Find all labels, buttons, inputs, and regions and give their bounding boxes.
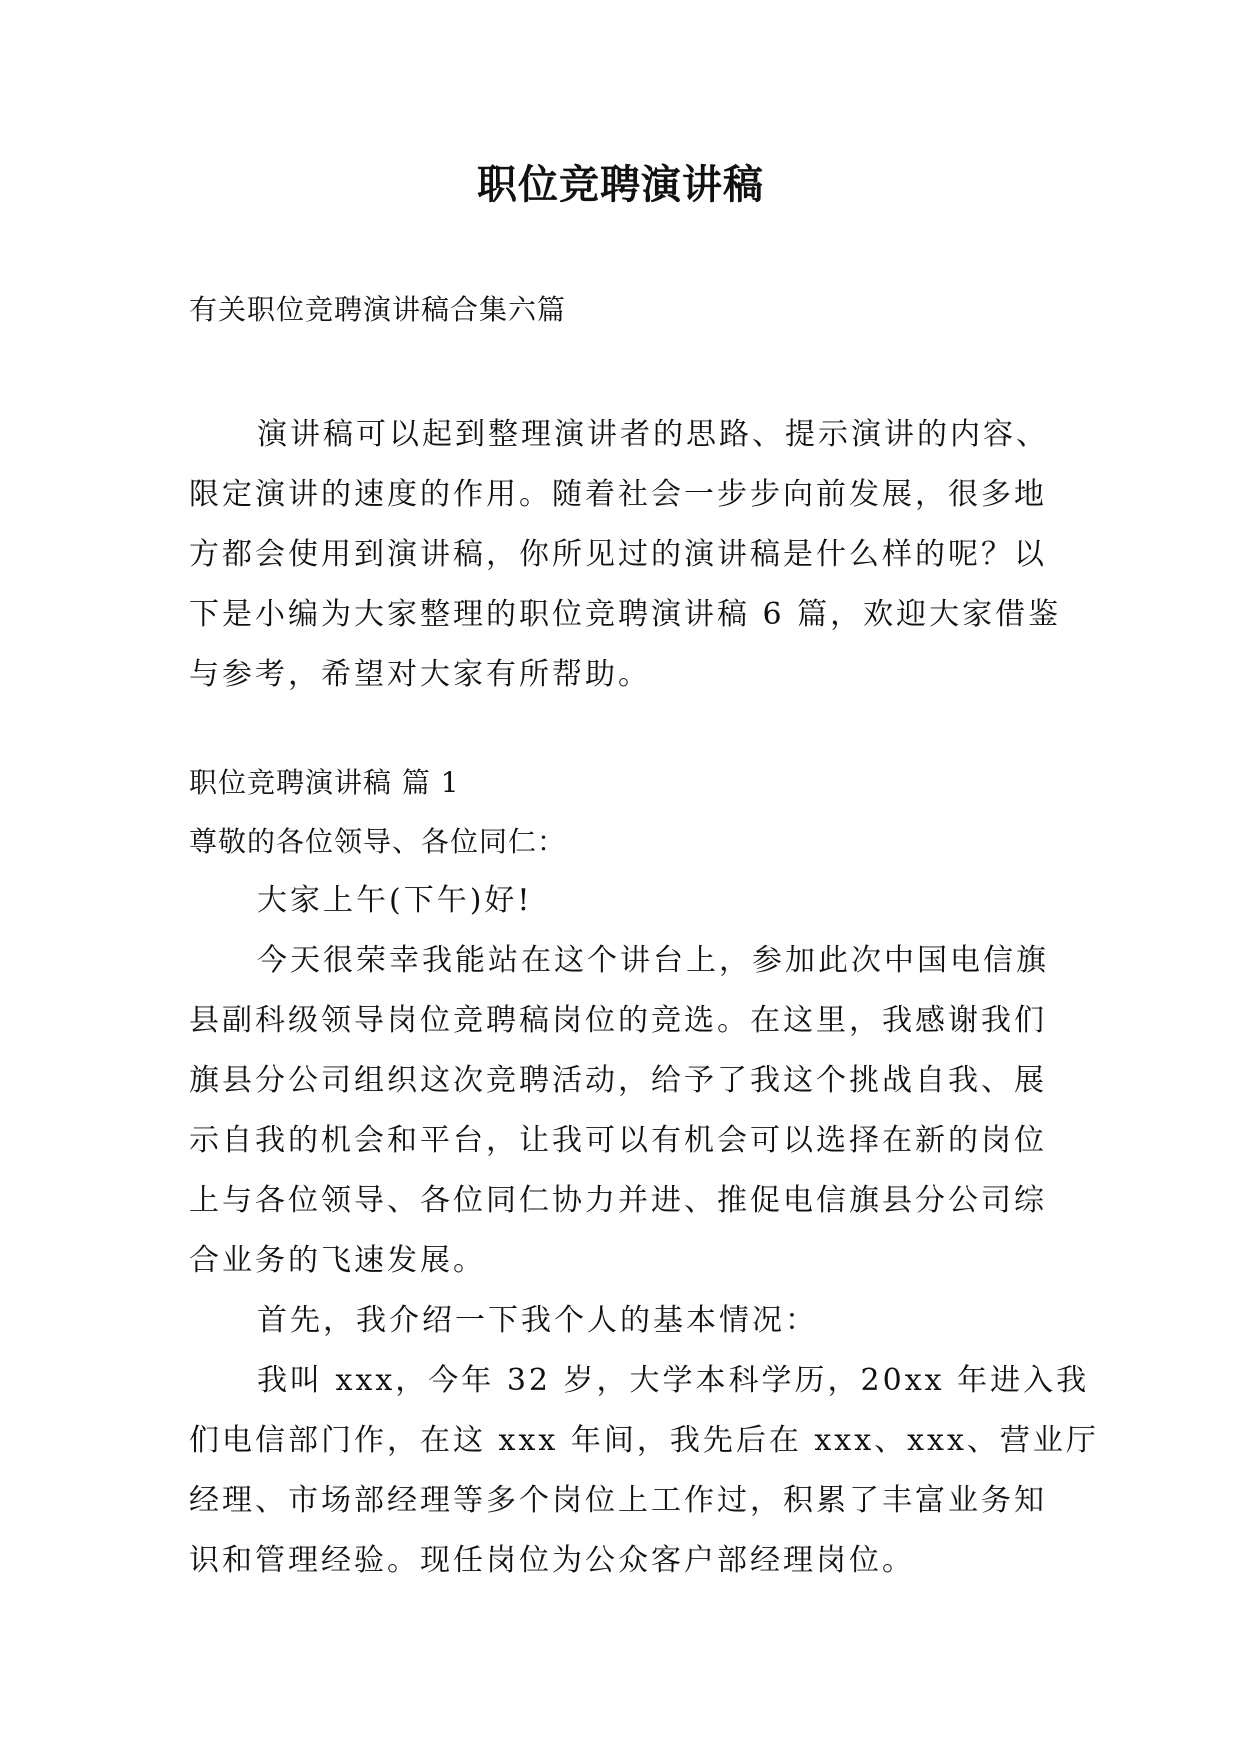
paragraph-line: 示自我的机会和平台，让我可以有机会可以选择在新的岗位: [189, 1123, 1047, 1158]
paragraph-line: 与参考，希望对大家有所帮助。: [189, 657, 651, 692]
speech-body: [189, 871, 1099, 1591]
paragraph-line: 上与各位领导、各位同仁协力并进、推促电信旗县分公司综: [189, 1183, 1047, 1218]
paragraph-line: 旗县分公司组织这次竞聘活动，给予了我这个挑战自我、展: [189, 1063, 1047, 1098]
paragraph-line: 经理、市场部经理等多个岗位上工作过，积累了丰富业务知: [189, 1483, 1047, 1518]
paragraph-line: 方都会使用到演讲稿，你所见过的演讲稿是什么样的呢？以: [189, 537, 1047, 572]
paragraph-line: 限定演讲的速度的作用。随着社会一步步向前发展，很多地: [189, 477, 1047, 512]
paragraph-line: 县副科级领导岗位竞聘稿岗位的竞选。在这里，我感谢我们: [189, 1003, 1047, 1038]
salutation: 尊敬的各位领导、各位同仁：: [189, 825, 567, 858]
paragraph-line: 识和管理经验。现任岗位为公众客户部经理岗位。: [189, 1543, 915, 1578]
document-subtitle: 有关职位竞聘演讲稿合集六篇: [189, 293, 567, 326]
paragraph-line: 我叫 xxx，今年 32 岁，大学本科学历，20xx 年进入我: [257, 1363, 1090, 1398]
paragraph-line: 首先，我介绍一下我个人的基本情况：: [257, 1303, 818, 1338]
document-title: 职位竞聘演讲稿: [477, 161, 764, 208]
paragraph-line: 下是小编为大家整理的职位竞聘演讲稿 6 篇，欢迎大家借鉴: [189, 597, 1062, 632]
intro-paragraph: [189, 405, 1069, 705]
paragraph-line: 演讲稿可以起到整理演讲者的思路、提示演讲的内容、: [257, 417, 1049, 452]
paragraph-line: 们电信部门作，在这 xxx 年间，我先后在 xxx、xxx、营业厅: [189, 1423, 1099, 1458]
paragraph-line: 大家上午(下午)好!: [257, 883, 533, 918]
paragraph-line: 今天很荣幸我能站在这个讲台上，参加此次中国电信旗: [257, 943, 1049, 978]
paragraph-line: 合业务的飞速发展。: [189, 1243, 486, 1278]
section-heading: 职位竞聘演讲稿 篇 1: [189, 766, 460, 799]
